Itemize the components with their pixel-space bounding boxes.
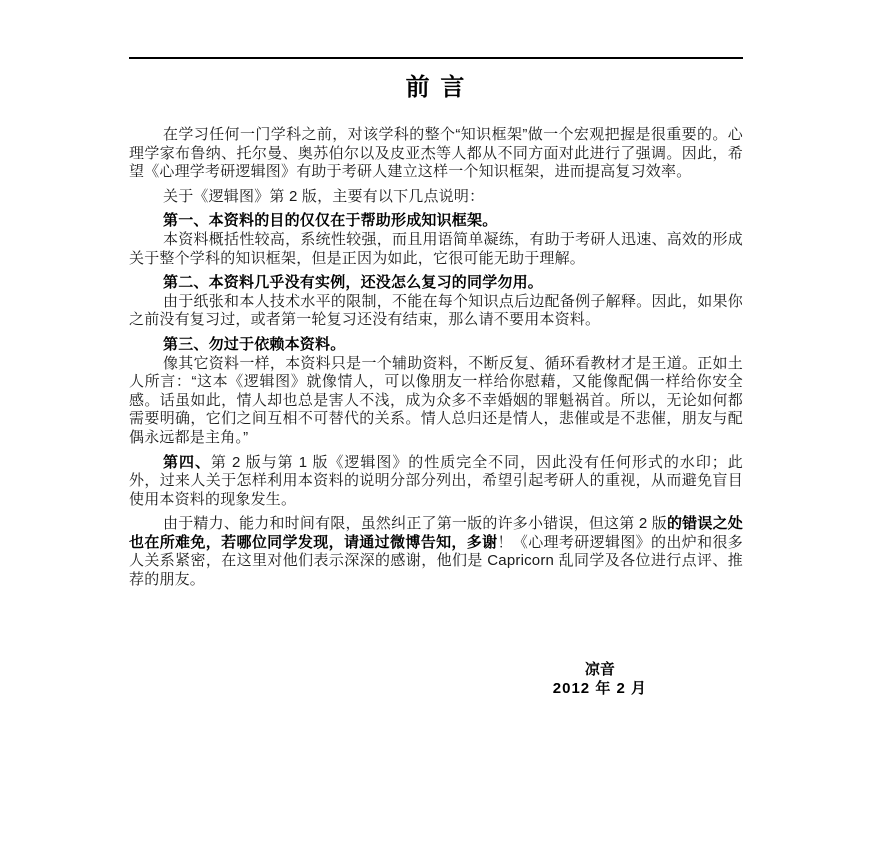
signature-block (553, 660, 647, 698)
intro-paragraph: 在学习任何一门学科之前，对该学科的整个“知识框架”做一个宏观把握是很重要的。心理学家布鲁纳、托尔曼、奥苏伯尔以及皮亚杰等人都从不同方面对此进行了强调。因此，希望《心理学考研逻辑图》有助于考研人建立这样一个知识框架，进而提高复习效率。 (129, 126, 743, 181)
closing-text-pre: 由于精力、能力和时间有限，虽然纠正了第一版的许多小错误，但这第 2 版 (163, 515, 667, 533)
section-2 (129, 274, 743, 330)
closing-text-post: ！《心理考研逻辑图》的出炉和很多人关系紧密，在这里对他们表示深深的感谢，他们是 Capricorn 乱同学及各位进行点评、推荐的朋友。 (129, 533, 744, 589)
section-2-body: 由于纸张和本人技术水平的限制，不能在每个知识点后边配备例子解释。因此，如果你之前没有复习过，或者第一轮复习还没有结束，那么请不要用本资料。 (129, 292, 743, 329)
section-4-paragraph (129, 454, 743, 510)
closing-paragraph (129, 515, 743, 589)
section-3-body: 像其它资料一样，本资料只是一个辅助资料，不断反复、循环看教材才是王道。正如土人所言：“这本《逻辑图》就像情人，可以像朋友一样给你慰藉，又能像配偶一样给你安全感。话虽如此，情人却也总是害人不浅，成为众多不幸婚姻的罪魁祸首。所以，无论如何都需要明确，它们之间互相不可替代的关系。情人总归还是情人，悲催或是不悲催，朋友与配偶永远都是主角。” (129, 354, 743, 446)
section-1 (129, 212, 743, 268)
section-1-body: 本资料概括性较高，系统性较强，而且用语简单凝练，有助于考研人迅速、高效的形成关于整个学科的知识框架，但是正因为如此，它很可能无助于理解。 (129, 230, 743, 267)
signature-name: 凉音 (584, 660, 615, 678)
section-4-text: 第 2 版与第 1 版《逻辑图》的性质完全不同，因此没有任何形式的水印；此外，过来人关于怎样利用本资料的说明分部分列出，希望引起考研人的重视，从而避免盲目使用本资料的现象发生。 (129, 453, 743, 508)
section-4-label: 第四、 (163, 453, 211, 471)
about-line: 关于《逻辑图》第 2 版，主要有以下几点说明： (163, 187, 485, 205)
closing-text-bold: 的错误之处也在所难免，若哪位同学发现，请通过微博告知，多谢 (129, 515, 743, 551)
section-2-heading: 第二、本资料几乎没有实例，还没怎么复习的同学勿用。 (163, 274, 544, 292)
section-3-heading: 第三、勿过于依赖本资料。 (163, 335, 346, 353)
section-3 (129, 336, 743, 448)
header-rule (129, 57, 743, 59)
section-1-heading: 第一、本资料的目的仅仅在于帮助形成知识框架。 (163, 212, 498, 230)
page-content (129, 0, 743, 698)
signature-date: 2012 年 2 月 (552, 679, 647, 697)
page-title: 前 言 (405, 74, 467, 101)
